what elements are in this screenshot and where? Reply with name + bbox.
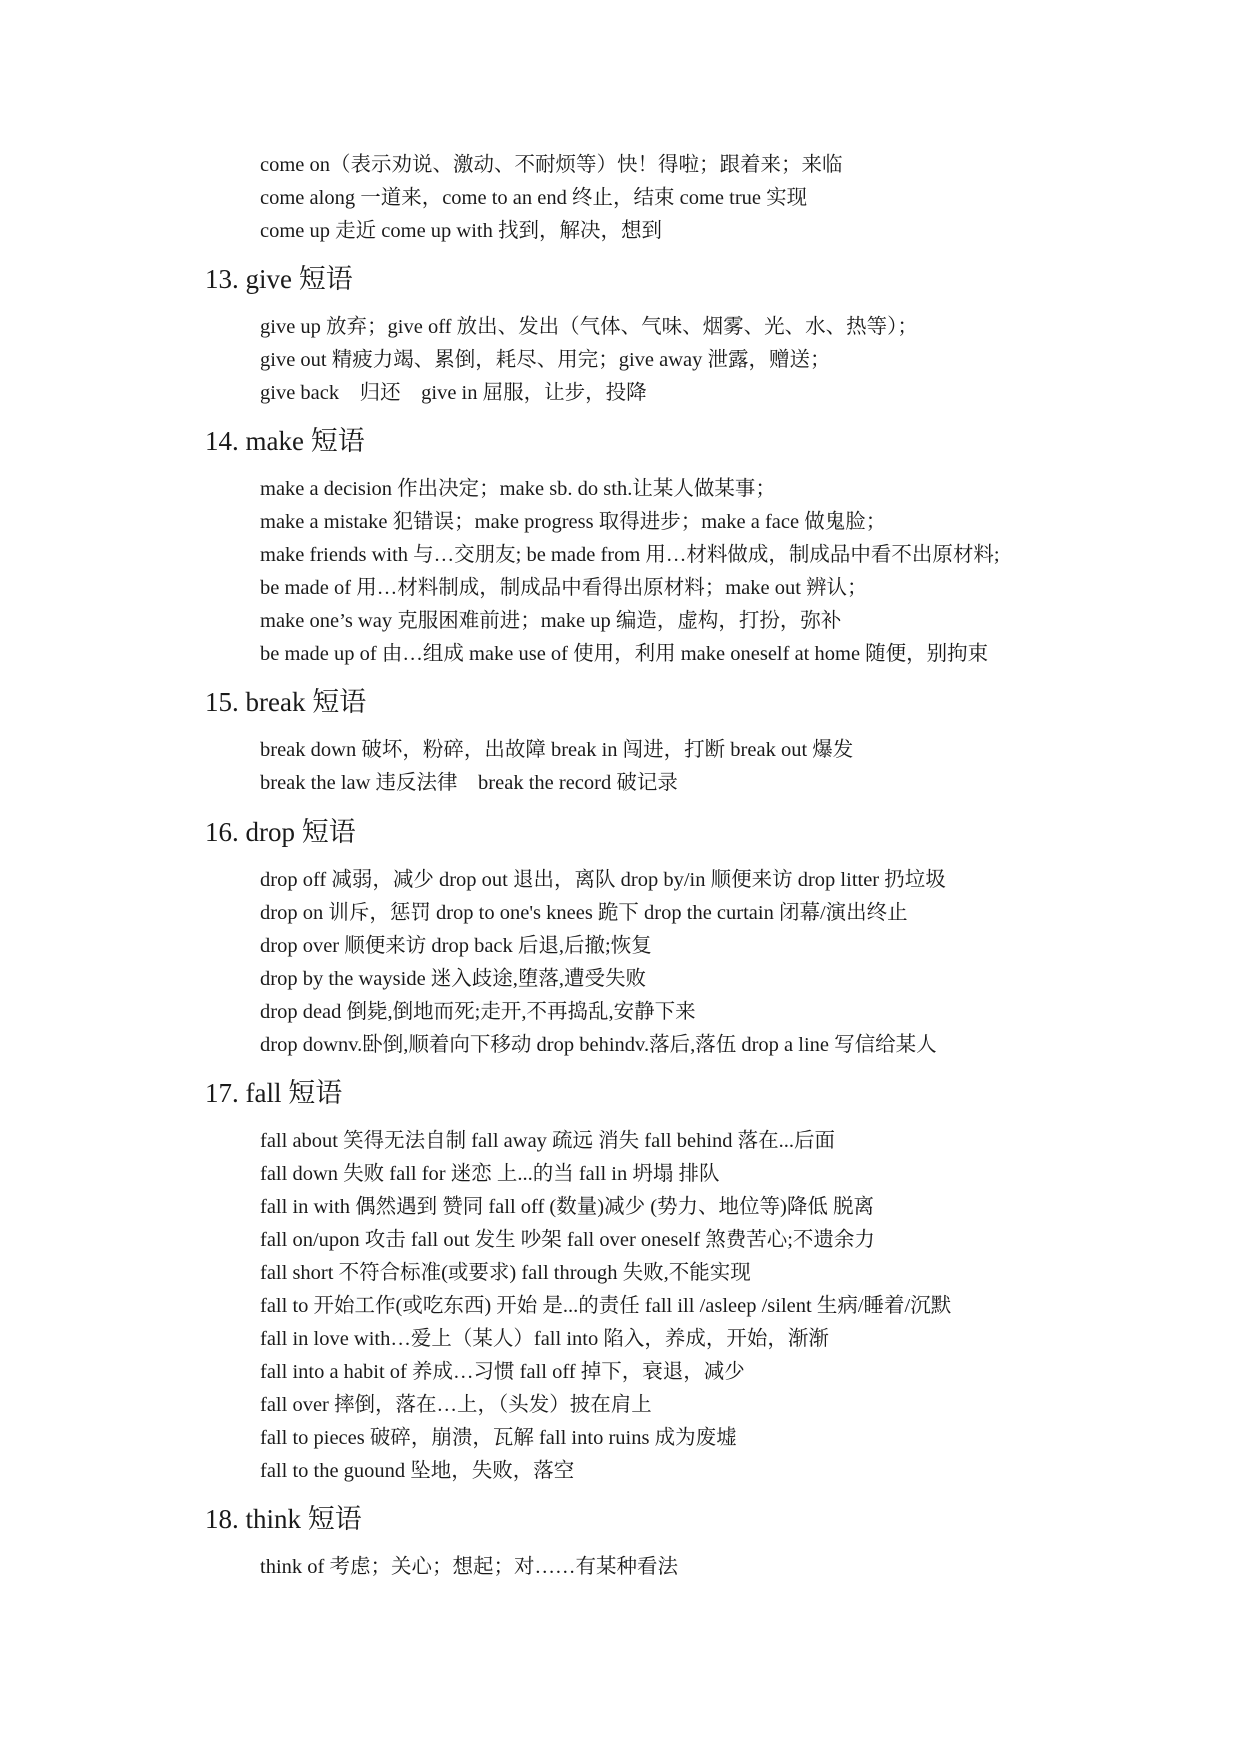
phrase-line: fall on/upon 攻击 fall out 发生 吵架 fall over oneself 煞费苦心;不遗余力 bbox=[260, 1229, 875, 1251]
phrase-line: fall about 笑得无法自制 fall away 疏远 消失 fall behind 落在...后面 bbox=[260, 1130, 836, 1152]
intro-line: come up 走近 come up with 找到，解决，想到 bbox=[260, 220, 662, 242]
section-heading-drop: 16. drop 短语 bbox=[205, 817, 356, 847]
phrase-line: drop downv.卧倒,顺着向下移动 drop behindv.落后,落伍 drop a line 写信给某人 bbox=[260, 1034, 937, 1056]
phrase-line: give out 精疲力竭、累倒，耗尽、用完；give away 泄露，赠送； bbox=[260, 349, 831, 371]
phrase-line: drop off 减弱，减少 drop out 退出，离队 drop by/in 顺便来访 drop litter 扔垃圾 bbox=[260, 869, 946, 891]
phrase-line: fall short 不符合标准(或要求) fall through 失败,不能实现 bbox=[260, 1262, 751, 1284]
phrase-line: break down 破坏，粉碎，出故障 break in 闯进，打断 break out 爆发 bbox=[260, 739, 854, 761]
phrase-line: fall down 失败 fall for 迷恋 上...的当 fall in 坍塌 排队 bbox=[260, 1163, 720, 1185]
section-heading-make: 14. make 短语 bbox=[205, 426, 365, 456]
phrase-line: fall to pieces 破碎，崩溃，瓦解 fall into ruins 成为废墟 bbox=[260, 1427, 737, 1449]
phrase-line: drop dead 倒毙,倒地而死;走开,不再捣乱,安静下来 bbox=[260, 1001, 696, 1023]
phrase-line: be made up of 由…组成 make use of 使用，利用 make oneself at home 随便，别拘束 bbox=[260, 643, 989, 665]
intro-line: come on（表示劝说、激动、不耐烦等）快！得啦；跟着来；来临 bbox=[260, 154, 843, 176]
phrase-line: give back 归还 give in 屈服，让步，投降 bbox=[260, 382, 647, 404]
section-heading-fall: 17. fall 短语 bbox=[205, 1078, 343, 1108]
phrase-line: fall over 摔倒，落在…上，（头发）披在肩上 bbox=[260, 1394, 652, 1416]
phrase-line: give up 放弃；give off 放出、发出（气体、气味、烟雾、光、水、热等）； bbox=[260, 316, 918, 338]
phrase-line: fall to the guound 坠地，失败，落空 bbox=[260, 1460, 575, 1482]
phrase-line: make a mistake 犯错误；make progress 取得进步；make a face 做鬼脸； bbox=[260, 511, 887, 533]
phrase-line: fall in with 偶然遇到 赞同 fall off (数量)减少 (势力、地位等)降低 脱离 bbox=[260, 1196, 874, 1218]
phrase-line: be made of 用…材料制成，制成品中看得出原材料；make out 辨认； bbox=[260, 577, 868, 599]
phrase-line: fall into a habit of 养成…习惯 fall off 掉下，衰退，减少 bbox=[260, 1361, 745, 1383]
section-heading-break: 15. break 短语 bbox=[205, 687, 367, 717]
section-heading-think: 18. think 短语 bbox=[205, 1504, 362, 1534]
phrase-line: think of 考虑；关心；想起；对……有某种看法 bbox=[260, 1556, 678, 1578]
phrase-line: break the law 违反法律 break the record 破记录 bbox=[260, 772, 678, 794]
phrase-line: make a decision 作出决定；make sb. do sth.让某人做某事； bbox=[260, 478, 776, 500]
phrase-line: drop over 顺便来访 drop back 后退,后撤;恢复 bbox=[260, 935, 652, 957]
section-heading-give: 13. give 短语 bbox=[205, 264, 353, 294]
phrase-line: drop by the wayside 迷入歧途,堕落,遭受失败 bbox=[260, 968, 647, 990]
phrase-line: make friends with 与…交朋友; be made from 用…材料做成，制成品中看不出原材料; bbox=[260, 544, 1000, 566]
phrase-line: make one’s way 克服困难前进；make up 编造，虚构，打扮，弥补 bbox=[260, 610, 842, 632]
phrase-line: fall in love with…爱上（某人）fall into 陷入，养成，开始，渐渐 bbox=[260, 1328, 829, 1350]
phrase-line: fall to 开始工作(或吃东西) 开始 是...的责任 fall ill /asleep /silent 生病/睡着/沉默 bbox=[260, 1295, 952, 1317]
phrase-line: drop on 训斥，惩罚 drop to one's knees 跪下 drop the curtain 闭幕/演出终止 bbox=[260, 902, 908, 924]
intro-line: come along 一道来，come to an end 终止，结束 come true 实现 bbox=[260, 187, 808, 209]
